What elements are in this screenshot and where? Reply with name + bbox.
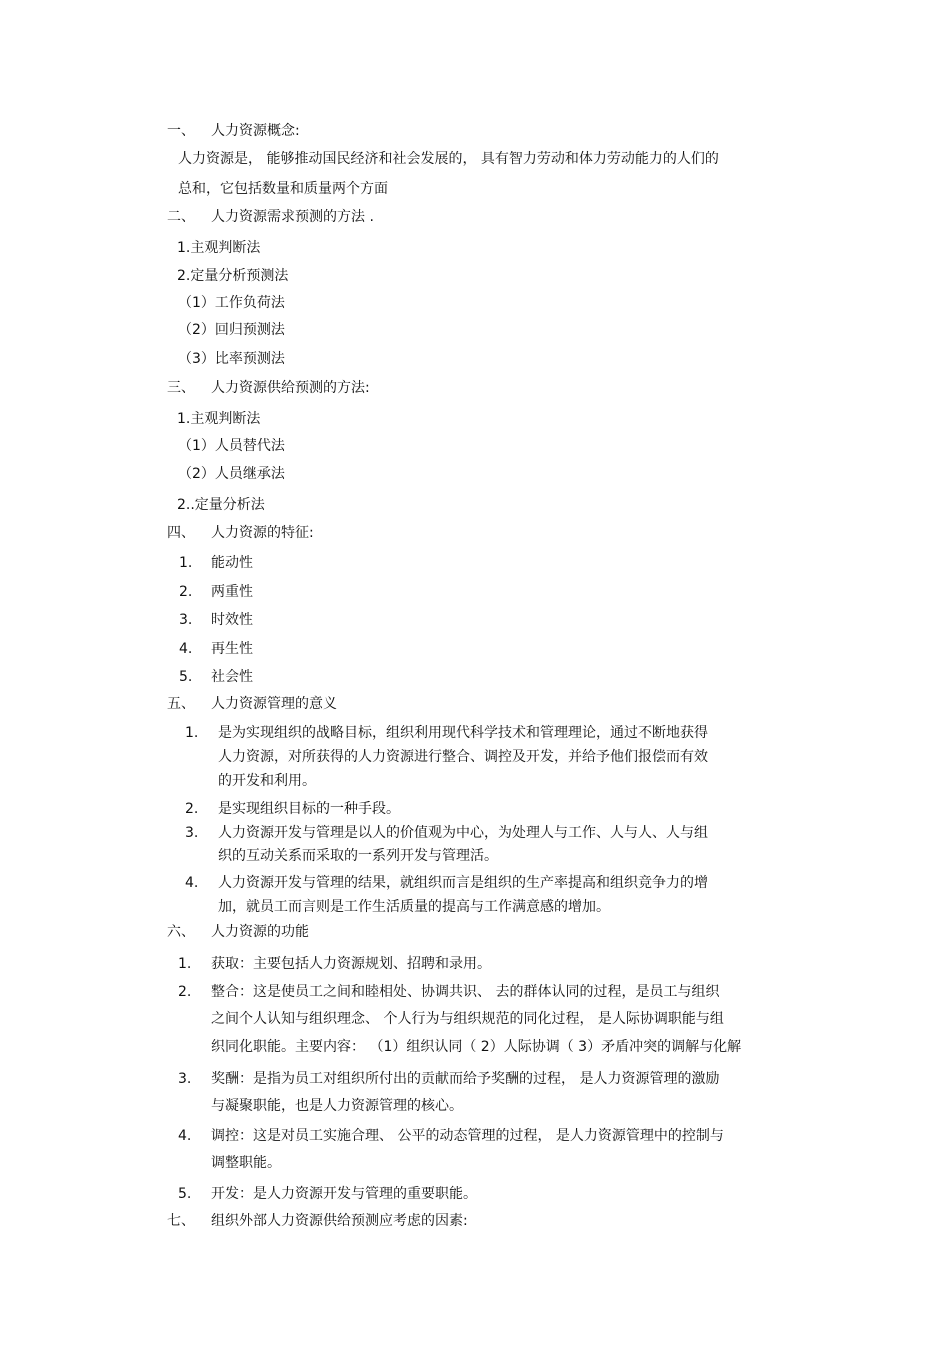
heading-number: 五、 <box>167 696 195 712</box>
list-item-line: 人力资源，对所获得的人力资源进行整合、调控及开发，并给予他们报偿而有效 <box>218 749 708 765</box>
list-item-line: 人力资源开发与管理的结果，就组织而言是组织的生产率提高和组织竞争力的增 <box>218 875 708 891</box>
heading-2 <box>167 209 374 225</box>
list-number: 3. <box>179 612 193 628</box>
heading-number: 三、 <box>167 380 195 396</box>
heading-number: 一、 <box>167 123 195 139</box>
list-subitem: （2）人员继承法 <box>178 466 285 482</box>
list-item: 时效性 <box>211 612 253 628</box>
list-number: 4. <box>185 875 199 891</box>
heading-1 <box>167 123 300 139</box>
list-number: 4. <box>179 641 193 657</box>
list-subitem: （1）工作负荷法 <box>178 295 285 311</box>
list-item-line: 是实现组织目标的一种手段。 <box>218 801 400 817</box>
list-item: 2..定量分析法 <box>177 497 265 513</box>
list-number: 2. <box>178 984 192 1000</box>
list-item-line: 加，就员工而言则是工作生活质量的提高与工作满意感的增加。 <box>218 899 610 915</box>
list-number: 4. <box>178 1128 192 1144</box>
heading-number: 二、 <box>167 209 195 225</box>
list-item: 能动性 <box>211 555 253 571</box>
list-item-line: 的开发和利用。 <box>218 773 316 789</box>
list-number: 2. <box>179 584 193 600</box>
list-item-line: 织的互动关系而采取的一系列开发与管理活。 <box>218 848 498 864</box>
list-item: 再生性 <box>211 641 253 657</box>
list-item: 2.定量分析预测法 <box>177 268 289 284</box>
list-number: 2. <box>185 801 199 817</box>
list-subitem: （3）比率预测法 <box>178 351 285 367</box>
list-subitem: （2）回归预测法 <box>178 322 285 338</box>
list-item-line: 与凝聚职能，也是人力资源管理的核心。 <box>211 1098 463 1114</box>
heading-title: 组织外部人力资源供给预测应考虑的因素: <box>211 1213 468 1229</box>
list-item-line: 织同化职能。主要内容： （1）组织认同（ 2）人际协调（ 3）矛盾冲突的调解与化解 <box>211 1039 742 1055</box>
list-item-line: 奖酬：是指为员工对组织所付出的贡献而给予奖酬的过程， 是人力资源管理的激励 <box>211 1071 720 1087</box>
paragraph-line: 总和，它包括数量和质量两个方面 <box>178 181 388 197</box>
list-item: 1.主观判断法 <box>177 240 261 256</box>
heading-number: 六、 <box>167 924 195 940</box>
list-number: 1. <box>178 956 192 972</box>
list-number: 5. <box>179 669 193 685</box>
list-number: 1. <box>179 555 193 571</box>
list-item-line: 整合：这是使员工之间和睦相处、协调共识、 去的群体认同的过程，是员工与组织 <box>211 984 720 1000</box>
list-item-line: 调整职能。 <box>211 1155 281 1171</box>
heading-number: 四、 <box>167 525 195 541</box>
heading-5 <box>167 696 337 712</box>
list-item-line: 人力资源开发与管理是以人的价值观为中心，为处理人与工作、人与人、人与组 <box>218 825 708 841</box>
list-item-line: 调控：这是对员工实施合理、 公平的动态管理的过程， 是人力资源管理中的控制与 <box>211 1128 724 1144</box>
heading-title: 人力资源需求预测的方法 . <box>211 209 374 225</box>
heading-title: 人力资源管理的意义 <box>211 696 337 712</box>
paragraph-line: 人力资源是， 能够推动国民经济和社会发展的， 具有智力劳动和体力劳动能力的人们的 <box>178 151 719 167</box>
heading-4 <box>167 525 314 541</box>
list-item-line: 获取：主要包括人力资源规划、招聘和录用。 <box>211 956 491 972</box>
heading-number: 七、 <box>167 1213 195 1229</box>
list-number: 1. <box>185 725 199 741</box>
list-item: 两重性 <box>211 584 253 600</box>
heading-title: 人力资源的功能 <box>211 924 309 940</box>
list-item-line: 之间个人认知与组织理念、 个人行为与组织规范的同化过程， 是人际协调职能与组 <box>211 1011 724 1027</box>
list-number: 5. <box>178 1186 192 1202</box>
heading-7 <box>167 1213 468 1229</box>
heading-3 <box>167 380 370 396</box>
list-item: 1.主观判断法 <box>177 411 261 427</box>
heading-6 <box>167 924 309 940</box>
heading-title: 人力资源供给预测的方法: <box>211 380 370 396</box>
list-number: 3. <box>178 1071 192 1087</box>
list-item: 社会性 <box>211 669 253 685</box>
heading-title: 人力资源的特征: <box>211 525 314 541</box>
list-subitem: （1）人员替代法 <box>178 438 285 454</box>
list-item-line: 是为实现组织的战略目标，组织利用现代科学技术和管理理论，通过不断地获得 <box>218 725 708 741</box>
list-number: 3. <box>185 825 199 841</box>
heading-title: 人力资源概念: <box>211 123 300 139</box>
list-item-line: 开发：是人力资源开发与管理的重要职能。 <box>211 1186 477 1202</box>
